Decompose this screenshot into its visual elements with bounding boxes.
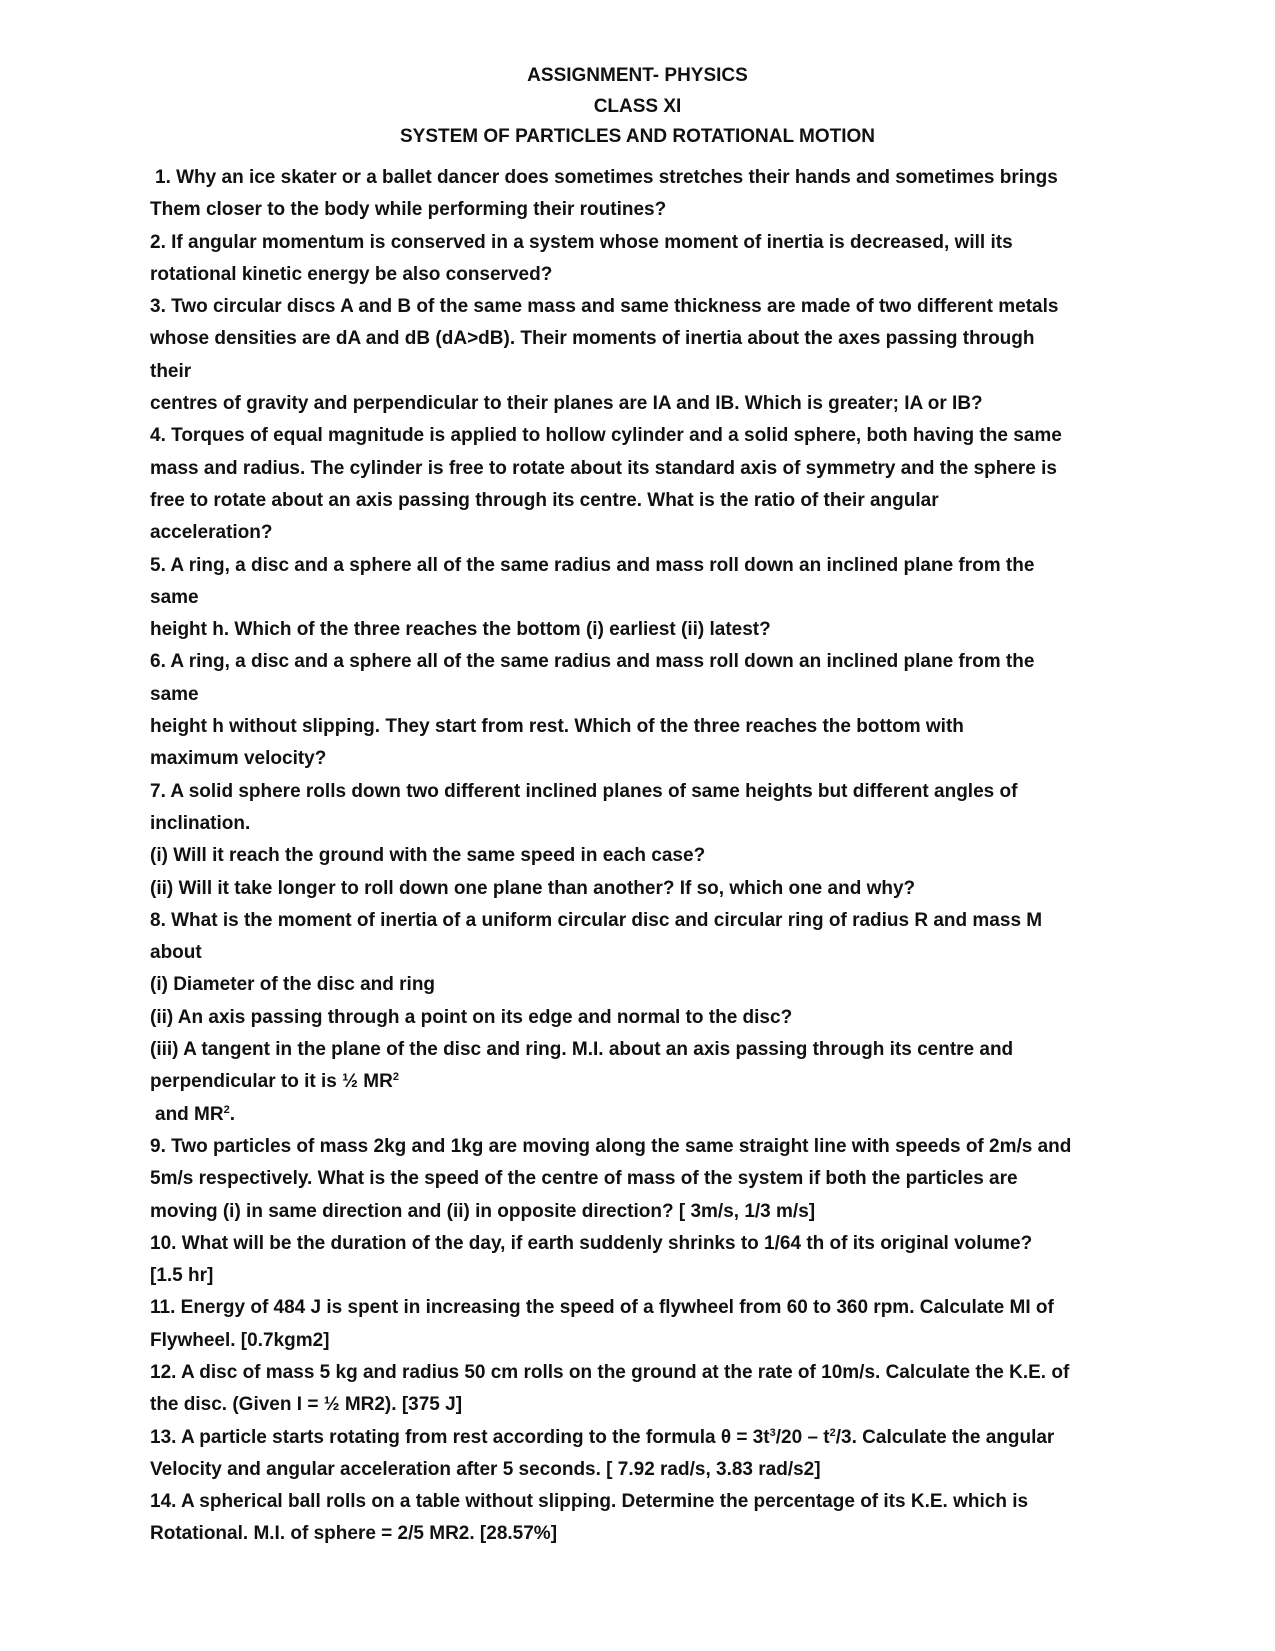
question-3-line: 3. Two circular discs A and B of the same mass and same thickness are made of two different metals xyxy=(150,296,1059,318)
question-7-line: 7. A solid sphere rolls down two different inclined planes of same heights but different angles of xyxy=(150,780,1018,802)
question-2-line: 2. If angular momentum is conserved in a system whose moment of inertia is decreased, will its xyxy=(150,231,1013,253)
question-3-line: their xyxy=(150,360,192,382)
question-4-line: 4. Torques of equal magnitude is applied to hollow cylinder and a solid sphere, both having the same xyxy=(150,425,1062,447)
question-14-line: Rotational. M.I. of sphere = 2/5 MR2. [28.57%] xyxy=(150,1523,558,1545)
question-4-line: acceleration? xyxy=(150,522,273,544)
question-9-line: 9. Two particles of mass 2kg and 1kg are moving along the same straight line with speeds of 2m/s and xyxy=(150,1135,1072,1157)
chapter-title: SYSTEM OF PARTICLES AND ROTATIONAL MOTION xyxy=(400,126,875,147)
class-title: CLASS XI xyxy=(593,96,682,117)
superscript: 2 xyxy=(223,1103,230,1116)
question-11-line: Flywheel. [0.7kgm2] xyxy=(150,1329,330,1351)
text-segment: /3. Calculate the angular xyxy=(835,1426,1055,1448)
question-2-line: rotational kinetic energy be also conserved? xyxy=(150,263,553,285)
text-segment: /20 – t xyxy=(775,1426,830,1448)
question-10-line: 10. What will be the duration of the day, if earth suddenly shrinks to 1/64 th of its original volume? xyxy=(150,1232,1033,1254)
question-8-line: 8. What is the moment of inertia of a uniform circular disc and circular ring of radius R and mass M xyxy=(150,909,1043,931)
question-14-line: 14. A spherical ball rolls on a table without slipping. Determine the percentage of its K.E. which is xyxy=(150,1491,1029,1513)
question-6-line: 6. A ring, a disc and a sphere all of the same radius and mass roll down an inclined plane from the xyxy=(150,651,1035,673)
question-8-line xyxy=(150,1099,1130,1131)
question-4-line: free to rotate about an axis passing through its centre. What is the ratio of their angular xyxy=(150,489,939,511)
question-12-line: 12. A disc of mass 5 kg and radius 50 cm rolls on the ground at the rate of 10m/s. Calculate the K.E. of xyxy=(150,1361,1070,1383)
question-5-line: 5. A ring, a disc and a sphere all of the same radius and mass roll down an inclined plane from the xyxy=(150,554,1035,576)
question-6-line: same xyxy=(150,683,199,705)
question-6-line: maximum velocity? xyxy=(150,748,327,770)
question-7-line: inclination. xyxy=(150,812,251,834)
question-list xyxy=(150,162,1130,1551)
question-3-line: centres of gravity and perpendicular to their planes are IA and IB. Which is greater; IA or IB? xyxy=(150,393,983,415)
question-11-line: 11. Energy of 484 J is spent in increasing the speed of a flywheel from 60 to 360 rpm. Calculate MI of xyxy=(150,1297,1054,1319)
question-5-line: same xyxy=(150,586,199,608)
question-7-line: (ii) Will it take longer to roll down one plane than another? If so, which one and why? xyxy=(150,877,916,899)
question-7-line: (i) Will it reach the ground with the same speed in each case? xyxy=(150,845,706,867)
question-1-line: Them closer to the body while performing their routines? xyxy=(150,199,667,221)
question-1-line: 1. Why an ice skater or a ballet dancer does sometimes stretches their hands and sometimes brings xyxy=(155,167,1058,188)
text-segment: 13. A particle starts rotating from rest according to the formula θ = 3t xyxy=(150,1426,770,1448)
question-9-line: moving (i) in same direction and (ii) in opposite direction? [ 3m/s, 1/3 m/s] xyxy=(150,1200,816,1222)
question-13-line xyxy=(150,1422,1130,1454)
superscript: 2 xyxy=(392,1071,399,1084)
text-segment: and MR xyxy=(155,1103,224,1125)
question-8-line: (ii) An axis passing through a point on its edge and normal to the disc? xyxy=(150,1006,793,1028)
question-8-line: (iii) A tangent in the plane of the disc and ring. M.I. about an axis passing through its centre and xyxy=(150,1039,1014,1061)
assignment-title: ASSIGNMENT- PHYSICS xyxy=(527,65,748,86)
superscript: 3 xyxy=(769,1426,776,1439)
question-10-line: [1.5 hr] xyxy=(150,1265,214,1287)
superscript: 2 xyxy=(829,1426,836,1439)
question-4-line: mass and radius. The cylinder is free to rotate about its standard axis of symmetry and the sphere is xyxy=(150,457,1057,479)
text-segment: . xyxy=(229,1103,236,1125)
question-9-line: 5m/s respectively. What is the speed of the centre of mass of the system if both the particles are xyxy=(150,1168,1018,1190)
text-segment: perpendicular to it is ½ MR xyxy=(150,1071,393,1093)
question-12-line: the disc. (Given I = ½ MR2). [375 J] xyxy=(150,1394,463,1416)
question-8-line: (i) Diameter of the disc and ring xyxy=(150,974,436,996)
question-3-line: whose densities are dA and dB (dA>dB). Their moments of inertia about the axes passing through xyxy=(150,328,1035,350)
question-8-line xyxy=(150,1066,1130,1098)
question-6-line: height h without slipping. They start from rest. Which of the three reaches the bottom with xyxy=(150,716,964,738)
question-13-line: Velocity and angular acceleration after 5 seconds. [ 7.92 rad/s, 3.83 rad/s2] xyxy=(150,1458,821,1480)
question-8-line: about xyxy=(150,942,202,964)
question-5-line: height h. Which of the three reaches the bottom (i) earliest (ii) latest? xyxy=(150,619,771,641)
